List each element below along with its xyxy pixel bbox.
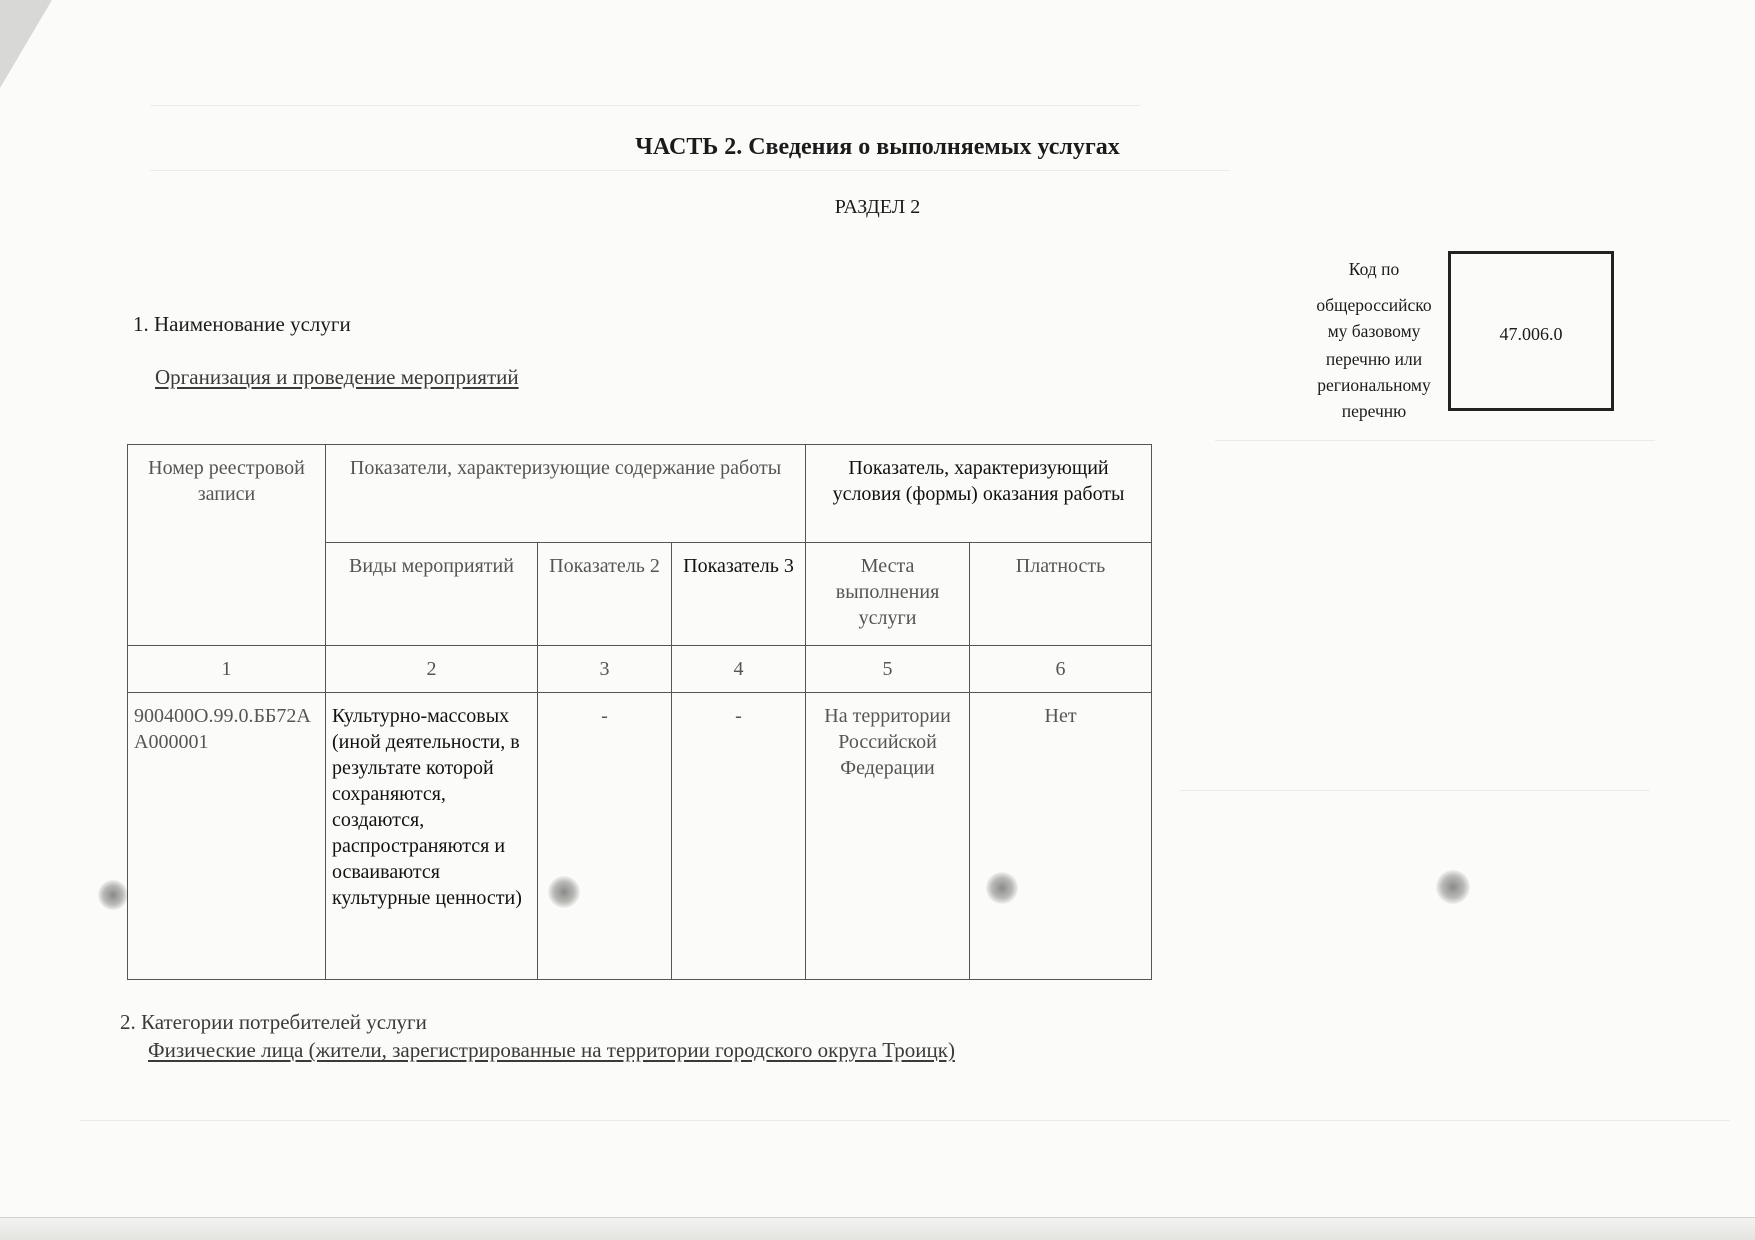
section-heading: РАЗДЕЛ 2 (834, 196, 921, 218)
scan-speck (98, 880, 128, 910)
service-name-label: 1. Наименование услуги (133, 312, 351, 336)
column-number: 2 (326, 646, 538, 693)
header-indicator3: Показатель 3 (672, 543, 806, 646)
code-box (1448, 251, 1614, 411)
code-label-line: региональному (1317, 375, 1431, 395)
column-number: 6 (970, 646, 1152, 693)
bleed-through-line (1180, 790, 1650, 791)
cell-indicator3: - (672, 693, 806, 980)
cell-registry: 900400О.99.0.ББ72АА000001 (128, 693, 326, 980)
cell-indicator2: - (538, 693, 672, 980)
column-number-row (128, 646, 1152, 693)
code-label-line: перечню (1341, 401, 1407, 421)
column-number: 3 (538, 646, 672, 693)
header-places: Места выполнения услуги (806, 543, 970, 646)
header-conditions-group: Показатель, характеризующий условия (формы) оказания работы (806, 445, 1152, 543)
bleed-through-line (150, 170, 1230, 171)
column-number: 5 (806, 646, 970, 693)
page-bottom-edge (0, 1217, 1755, 1240)
header-indicator2: Показатель 2 (538, 543, 672, 646)
bleed-through-line (150, 105, 1140, 106)
service-table (127, 444, 1152, 980)
cell-places: На территории Российской Федерации (806, 693, 970, 980)
service-name-value: Организация и проведение мероприятий (155, 365, 519, 389)
header-payment: Платность (970, 543, 1152, 646)
consumers-value: Физические лица (жители, зарегистрированные на территории городского округа Троицк) (148, 1038, 955, 1062)
code-label (1300, 256, 1448, 424)
cell-kinds: Культурно-массовых (иной деятельности, в результате которой сохраняются, создаются, распространяются и осваиваются культурные ценности) (326, 693, 538, 980)
code-label-line: му базовому (1327, 321, 1421, 341)
code-label-line: перечню или (1325, 349, 1423, 369)
scan-speck (1436, 870, 1470, 904)
cell-payment: Нет (970, 693, 1152, 980)
consumers-label: 2. Категории потребителей услуги (120, 1010, 427, 1034)
column-number: 4 (672, 646, 806, 693)
folded-corner (0, 0, 52, 88)
document-title: ЧАСТЬ 2. Сведения о выполняемых услугах (635, 134, 1120, 160)
header-registry: Номер реестровой записи (128, 445, 326, 646)
table-header-row (128, 445, 1152, 543)
bleed-through-line (1215, 440, 1655, 441)
column-number: 1 (128, 646, 326, 693)
header-kinds: Виды мероприятий (326, 543, 538, 646)
code-label-line: общероссийско (1316, 295, 1432, 315)
bleed-through-line (80, 1120, 1730, 1121)
header-content-group: Показатели, характеризующие содержание работы (326, 445, 806, 543)
code-label-line: Код по (1348, 259, 1400, 279)
table-row (128, 693, 1152, 980)
code-value: 47.006.0 (1499, 324, 1563, 344)
